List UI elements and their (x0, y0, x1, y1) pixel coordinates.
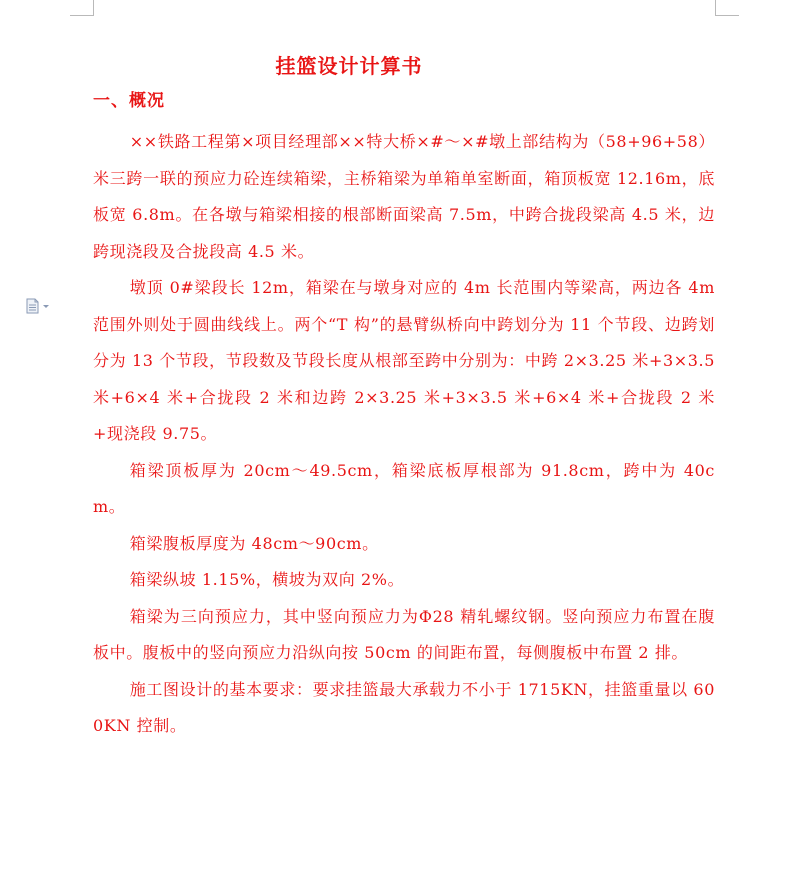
paragraph-segments: 墩顶 0#梁段长 12m，箱梁在与墩身对应的 4m 长范围内等梁高，两边各 4m 范围外则处于圆曲线线上。两个“T 构”的悬臂纵桥向中跨划分为 11 个节段、边跨划分为 13 个节段，节段数及节段长度从根部至跨中分别为：中跨 2×3.25 米+3×3.5 米+6×4 米+合拢段 2 米和边跨 2×3.25 米+3×3.5 米+6×4 米+合拢段 2 米+现浇段 9.75。 (93, 278, 715, 443)
crop-mark-top-right-vertical (715, 0, 716, 15)
crop-mark-top-left-vertical (93, 0, 94, 15)
page-edge-mark (240, 872, 266, 878)
paragraph-slab-thickness: 箱梁顶板厚为 20cm～49.5cm，箱梁底板厚根部为 91.8cm，跨中为 40cm。 (93, 460, 715, 516)
paragraph-overview: ××铁路工程第×项目经理部××特大桥×#～×#墩上部结构为（58+96+58）米三跨一联的预应力砼连续箱梁，主桥箱梁为单箱单室断面，箱顶板宽 12.16m，底板宽 6.8m。在各墩与箱梁相接的根部断面梁高 7.5m，中跨合拢段梁高 4.5 米，边跨现浇段及合拢段高 4.5 米。 (93, 132, 715, 261)
document-title: 挂篮设计计算书 (275, 54, 423, 78)
document-body (93, 124, 715, 745)
paragraph-slope: 箱梁纵坡 1.15%，横坡为双向 2%。 (129, 570, 405, 589)
paragraph-web-thickness: 箱梁腹板厚度为 48cm～90cm。 (129, 533, 379, 553)
crop-mark-top-left-horizontal (70, 15, 94, 16)
section-heading: 一、概况 (93, 91, 165, 111)
paragraph-prestress: 箱梁为三向预应力，其中竖向预应力为Φ28 精轧螺纹钢。竖向预应力布置在腹板中。腹板中的竖向预应力沿纵向按 50cm 的间距布置，每侧腹板中布置 2 排。 (93, 606, 715, 662)
document-options-icon[interactable] (26, 298, 52, 314)
crop-mark-top-right-horizontal (715, 15, 739, 16)
paragraph-requirements: 施工图设计的基本要求：要求挂篮最大承载力不小于 1715KN，挂篮重量以 600KN 控制。 (93, 679, 715, 735)
